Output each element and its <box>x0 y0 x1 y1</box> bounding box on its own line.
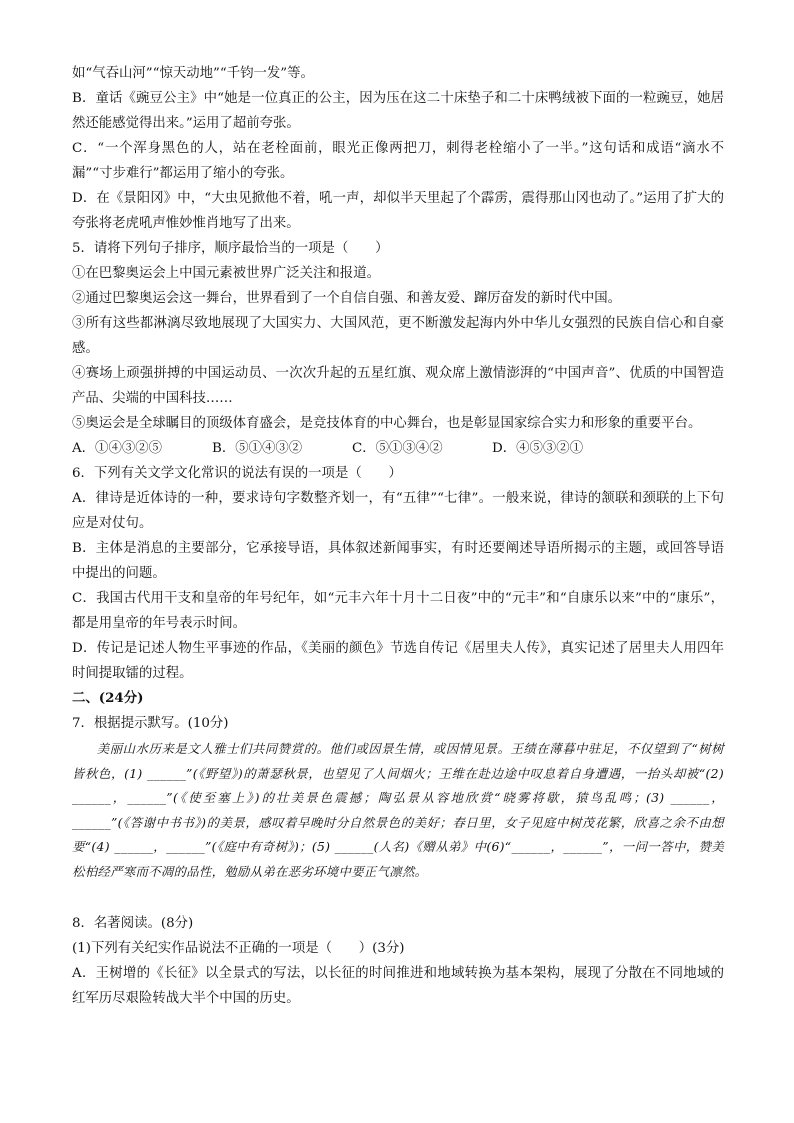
question-7-passage: 美丽山水历来是文人雅士们共同赞赏的。他们或因景生情，或因情见景。王绩在薄暮中驻足，不仅望到了“树树皆秋色，(1) ______”(《野望》)的萧瑟秋景，也望见了人间烟火；王维在赴边途中叹息着自身遭遇，一抬头却被“(2) ______，______”(《使至塞上》)的壮美景色震撼；陶弘景从容地欣赏“晓雾将歇，猿鸟乱鸣；(3) ______，______”(《答谢中书书》)的美景，感叹着早晚时分自然景色的美好；春日里，女子见庭中树茂花繁，欣喜之余不由想要“(4) ______，______”(《庭中有奇树》)；(5) ______(人名)《赠从弟》中(6)“______，______”，一问一答中，赞美松柏经严寒而不凋的品性，勉励从弟在恶劣环境中要正气凛然。 <box>72 741 724 879</box>
question-6-stem: 6．下列有关文学文化常识的说法有误的一项是（ ） <box>72 466 402 481</box>
q4-option-b: B．童话《豌豆公主》中“她是一位真正的公主，因为压在这二十床垫子和二十床鸭绒被下面的一粒豌豆，她居然还能感觉得出来。”运用了超前夸张。 <box>72 91 724 131</box>
q8-option-a: A．王树增的《长征》以全景式的写法，以长征的时间推进和地域转换为基本架构，展现了分散在不同地域的红军历尽艰险转战大半个中国的历史。 <box>72 966 724 1006</box>
sentence-2: ②通过巴黎奥运会这一舞台，世界看到了一个自信自强、和善友爱、蹿厉奋发的新时代中国。 <box>72 291 622 306</box>
question-7-stem: 7．根据提示默写。(10分) <box>72 716 229 731</box>
q5-option-b: B．⑤①④③② <box>212 441 303 456</box>
q6-option-d: D．传记是记述人物生平事迹的作品，《美丽的颜色》节选自传记《居里夫人传》，真实记述了居里夫人用四年时间提取镭的过程。 <box>72 641 724 681</box>
q4-option-a-continuation: 如“气吞山河”“惊天动地”“千钧一发”等。 <box>72 66 314 81</box>
q4-option-c: C．“一个浑身黑色的人，站在老栓面前，眼光正像两把刀，刺得老栓缩小了一半。”这句话和成语“滴水不漏”“寸步难行”都运用了缩小的夸张。 <box>72 141 724 181</box>
question-5-stem: 5．请将下列句子排序，顺序最恰当的一项是（ ） <box>72 241 389 256</box>
q6-option-a: A．律诗是近体诗的一种，要求诗句字数整齐划一，有“五律”“七律”。一般来说，律诗的颔联和颈联的上下句应是对仗句。 <box>72 491 724 531</box>
sentence-4: ④赛场上顽强拼搏的中国运动员、一次次升起的五星红旗、观众席上激情澎湃的“中国声音”、优质的中国智造产品、尖端的中国科技…… <box>72 366 724 406</box>
q6-option-c: C．我国古代用干支和皇帝的年号纪年，如“元丰六年十月十二日夜”中的“元丰”和“自康乐以来”中的“康乐”，都是用皇帝的年号表示时间。 <box>72 591 724 631</box>
question-8-stem: 8．名著阅读。(8分) <box>72 916 194 931</box>
q5-option-a: A．①④③②⑤ <box>72 441 163 456</box>
sentence-3: ③所有这些都淋漓尽致地展现了大国实力、大国风范，更不断激发起海内外中华儿女强烈的民族自信心和自豪感。 <box>72 316 724 356</box>
sentence-5: ⑤奥运会是全球瞩目的顶级体育盛会，是竞技体育的中心舞台，也是彰显国家综合实力和形象的重要平台。 <box>72 416 702 431</box>
question-8-sub-1: (1)下列有关纪实作品说法不正确的一项是（ ）(3分) <box>72 941 405 956</box>
q5-option-d: D．④⑤③②① <box>492 441 584 456</box>
section-2-heading: 二、(24分) <box>72 690 144 706</box>
q4-option-d: D．在《景阳冈》中，“大虫见掀他不着，吼一声，却似半天里起了个霹雳，震得那山冈也动了。”运用了扩大的夸张将老虎吼声惟妙惟肖地写了出来。 <box>72 191 724 231</box>
q5-option-c: C．⑤①③④② <box>352 441 443 456</box>
question-5-options <box>72 436 724 461</box>
sentence-1: ①在巴黎奥运会上中国元素被世界广泛关注和报道。 <box>72 266 380 281</box>
q6-option-b: B．主体是消息的主要部分，它承接导语，具体叙述新闻事实，有时还要阐述导语所揭示的主题，或回答导语中提出的问题。 <box>72 541 724 581</box>
